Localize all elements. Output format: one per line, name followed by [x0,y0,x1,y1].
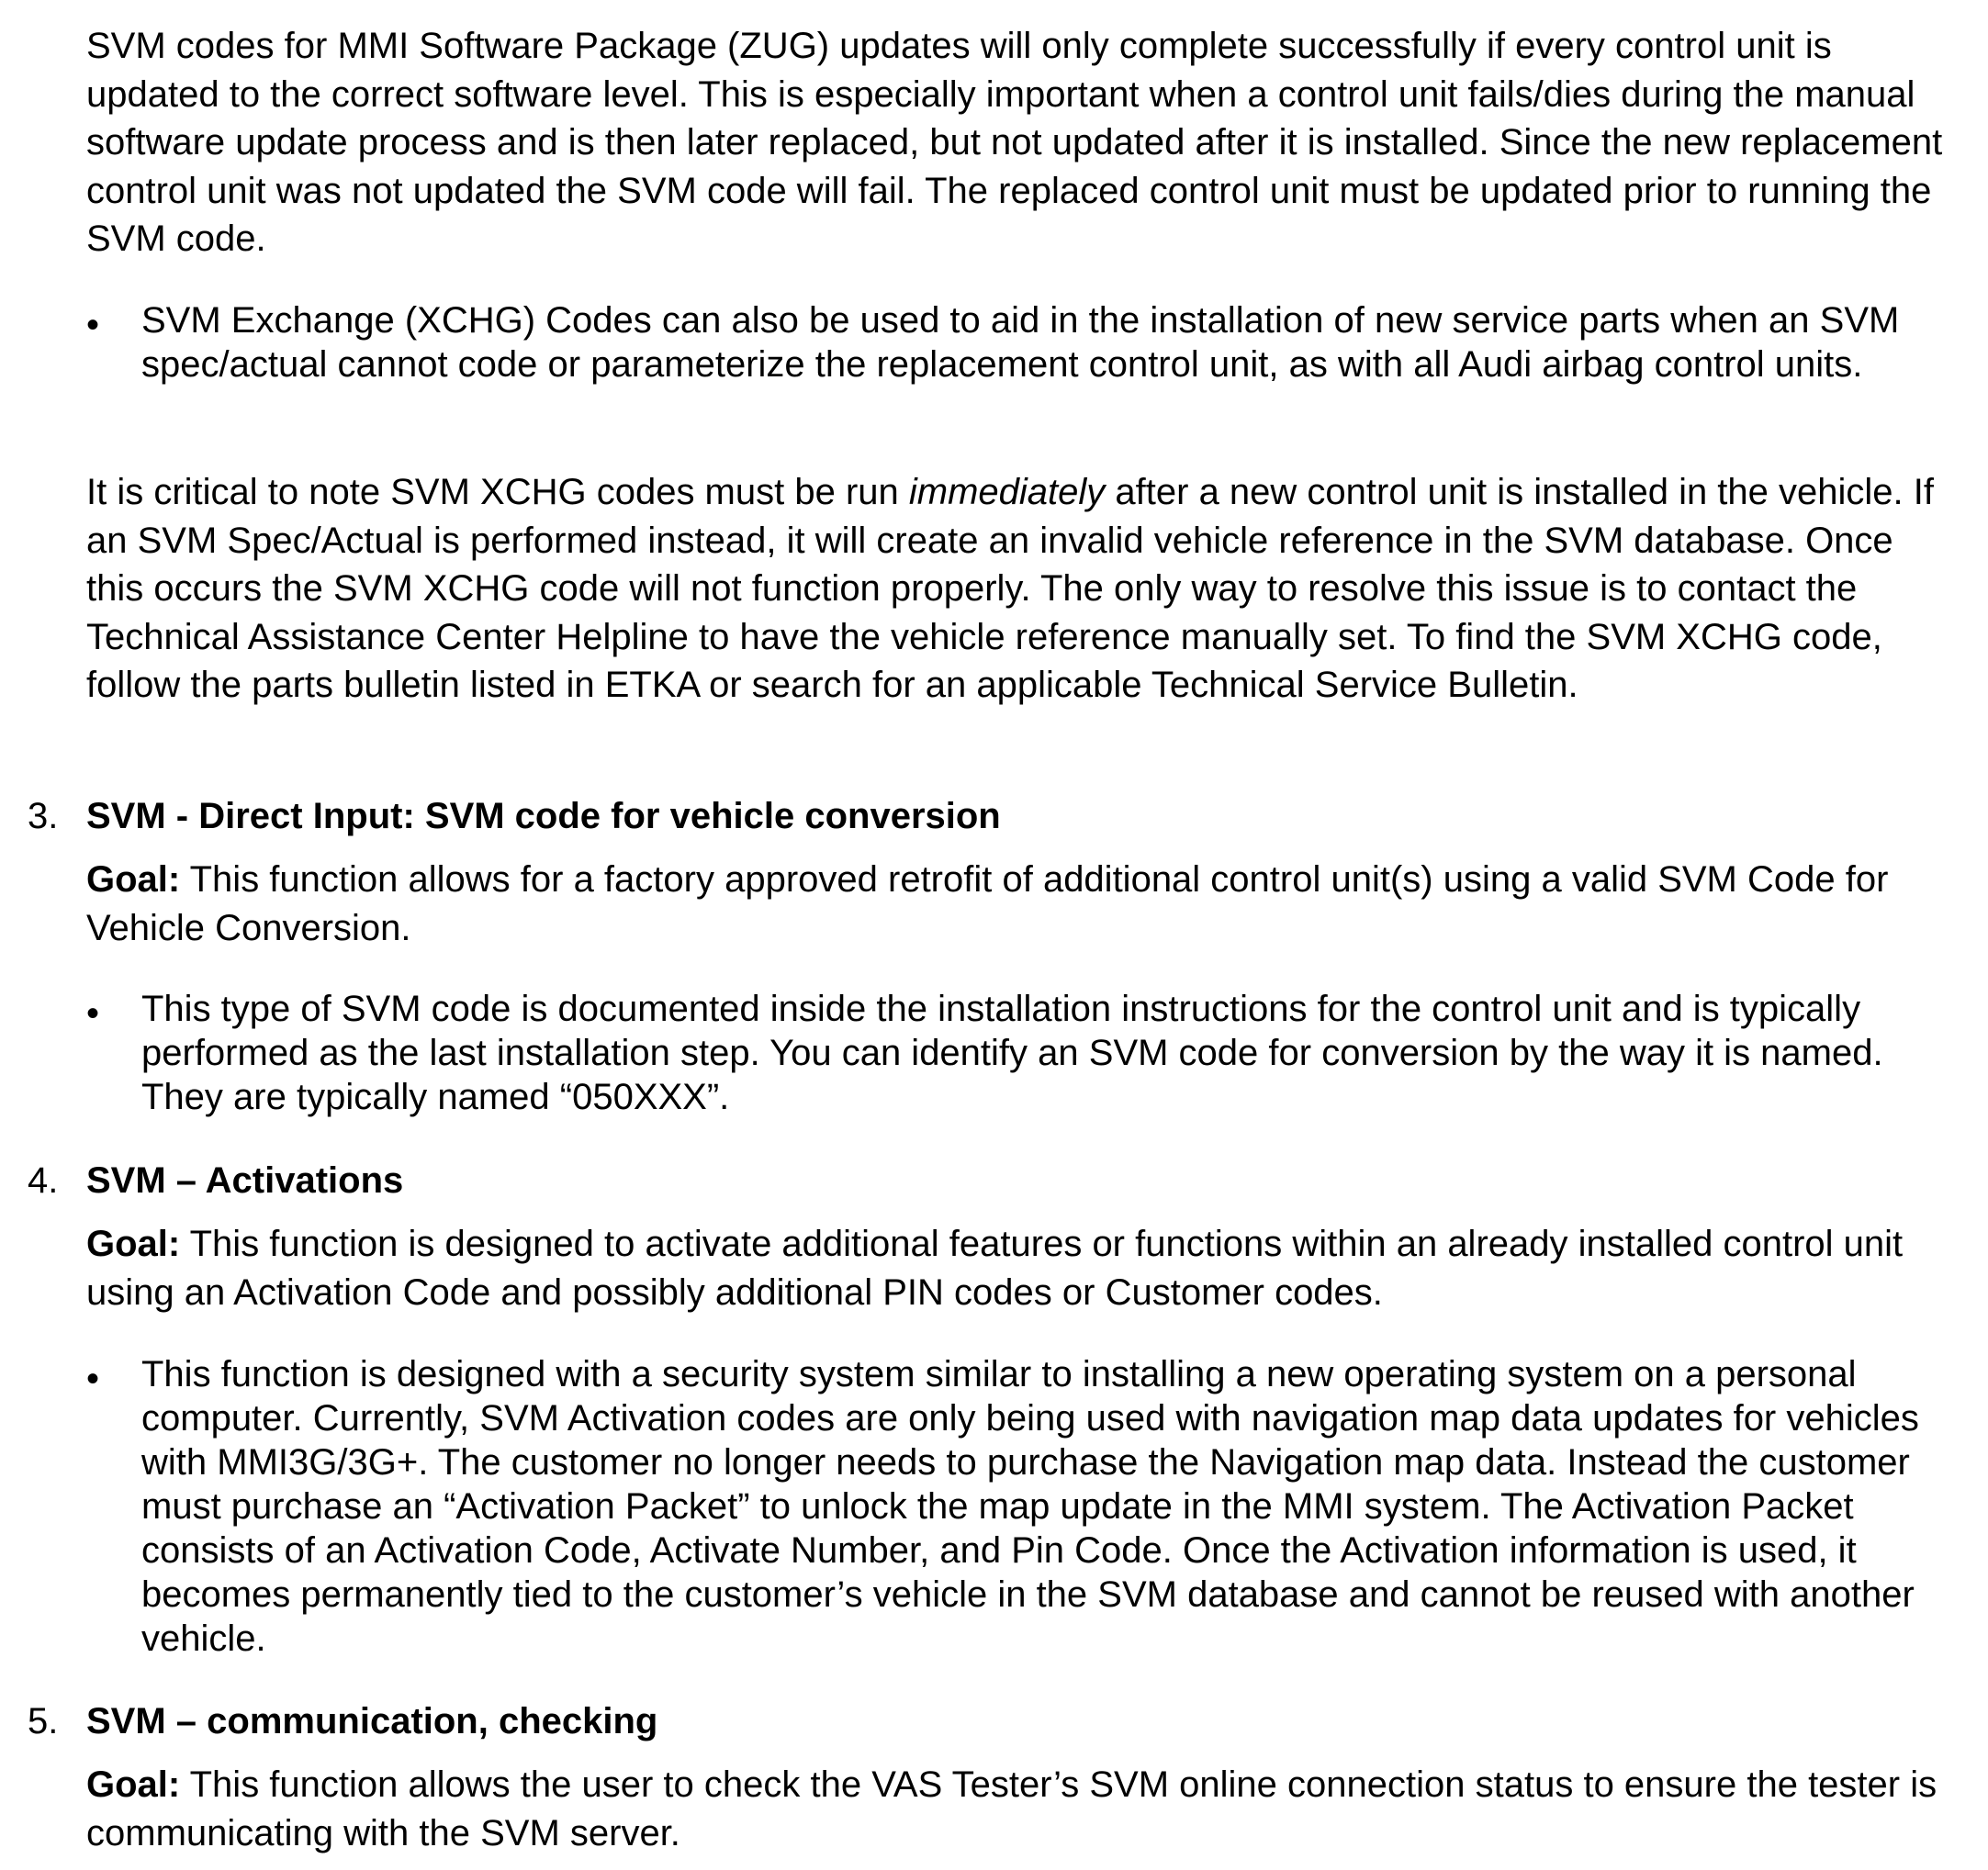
section-4-goal-text: This function is designed to activate additional features or functions within an already installed control unit using an Activation Code and possibly additional PIN codes or Customer codes. [86,1224,1904,1313]
section-4-goal [86,1220,1960,1316]
section-3-bullet: This type of SVM code is documented inside the installation instructions for the control unit and is typically performed as the last installation step. You can identify an SVM code for conversion by the way it is named. They are typically named “050XXX”. [141,989,1883,1117]
section-4-bullet: This function is designed with a security system similar to installing a new operating system on a personal computer. Currently, SVM Activation codes are only being used with navigation map data updates for vehicles with MMI3G/3G+. The customer no longer needs to purchase the Navigation map data. Instead the customer must purchase an “Activation Packet” to unlock the map update in the MMI system. The Activation Packet consists of an Activation Code, Activate Number, and Pin Code. Once the Activation information is used, it becomes permanently tied to the customer’s vehicle in the SVM database and cannot be reused with another vehicle. [141,1354,1919,1659]
section-5-goal-text: This function allows the user to check the VAS Tester’s SVM online connection status to ensure the tester is communicating with the SVM server. [86,1764,1937,1853]
section-3-goal [86,856,1960,952]
intro-paragraph: SVM codes for MMI Software Package (ZUG) updates will only complete successfully if every control unit is updated to the correct software level. This is especially important when a control unit fails/dies during the manual software update process and is then later replaced, but not updated after it is installed. Since the new replacement control unit was not updated the SVM code will fail. The replaced control unit must be updated prior to running the SVM code. [86,26,1943,259]
goal-label: Goal: [86,859,181,900]
section-5-goal [86,1761,1960,1857]
critical-text-after: after a new control unit is installed in the vehicle. If an SVM Spec/Actual is performed instead, it will create an invalid vehicle reference in the SVM database. Once this occurs the SVM XCHG code will not function properly. The only way to resolve this issue is to contact the Technical Assistance Center Helpline to have the vehicle reference manually set. To find the SVM XCHG code, follow the parts bulletin listed in ETKA or search for an applicable Technical Service Bulletin. [86,472,1934,705]
goal-label: Goal: [86,1764,181,1805]
bullet-marker: • [86,305,100,345]
intro-bullet: SVM Exchange (XCHG) Codes can also be used to aid in the installation of new service parts when an SVM spec/actual cannot code or parameterize the replacement control unit, as with all Audi airbag control units. [141,300,1900,385]
bullet-marker: • [86,1359,100,1399]
section-5-title: SVM – communication, checking [86,1701,658,1741]
critical-emphasis: immediately [908,472,1106,512]
section-4-number: 4. [28,1160,59,1201]
goal-label: Goal: [86,1224,181,1264]
critical-text-before: It is critical to note SVM XCHG codes must be run [86,472,909,512]
section-3-goal-text: This function allows for a factory approved retrofit of additional control unit(s) using a valid SVM Code for Vehicle Conversion. [86,859,1889,948]
section-5-number: 5. [28,1701,59,1741]
section-4-title: SVM – Activations [86,1160,404,1201]
critical-paragraph [86,468,1960,710]
bullet-marker: • [86,993,100,1034]
section-3-number: 3. [28,796,59,836]
section-3-title: SVM - Direct Input: SVM code for vehicle conversion [86,796,1001,836]
